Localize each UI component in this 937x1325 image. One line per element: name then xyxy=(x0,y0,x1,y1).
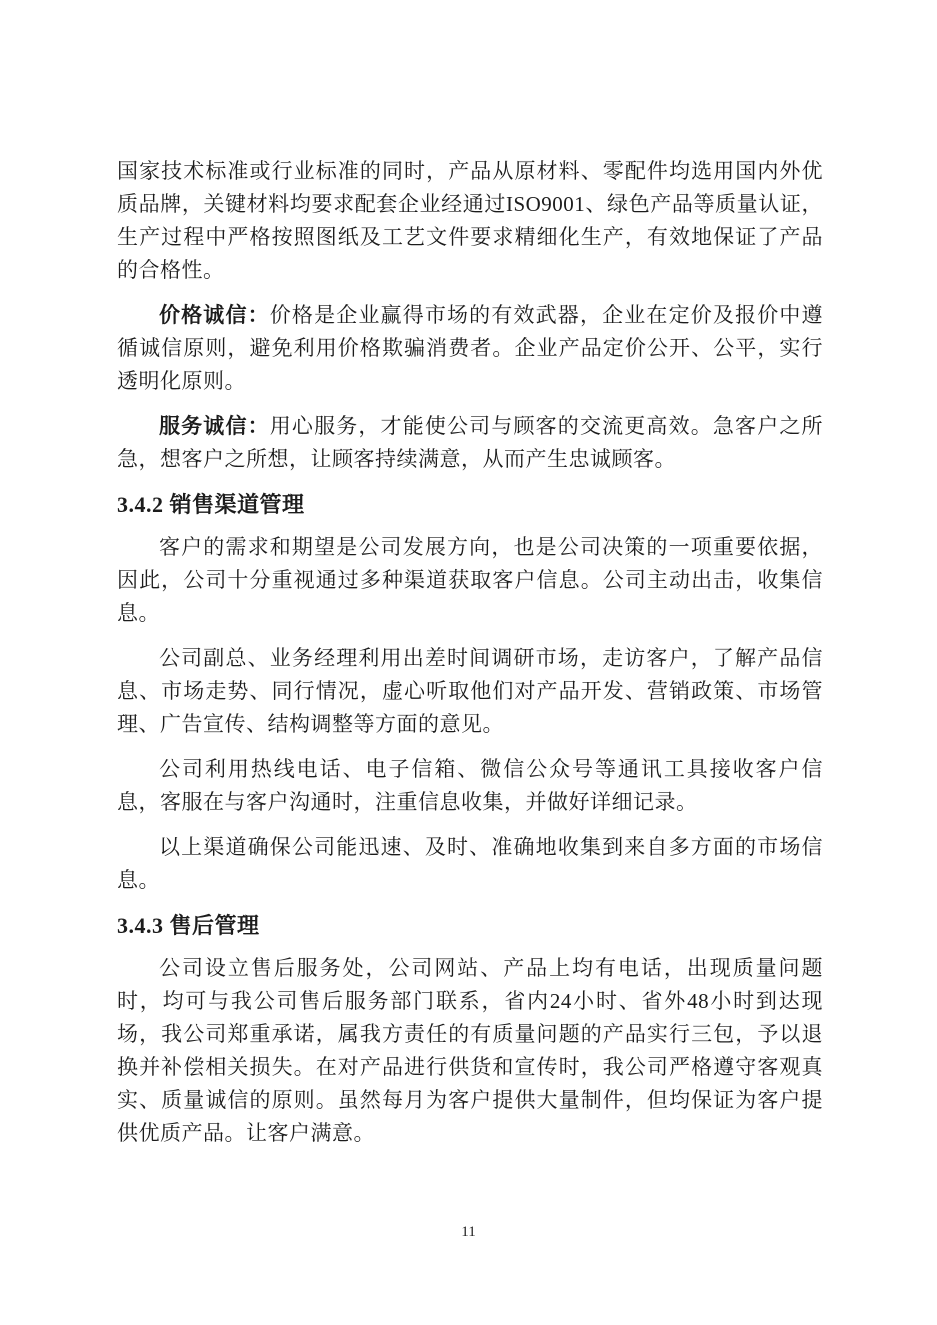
paragraph xyxy=(117,155,823,287)
page-number: 11 xyxy=(461,1224,476,1240)
paragraph-text: 国家技术标准或行业标准的同时，产品从原材料、零配件均选用国内外优质品牌，关键材料均要求配套企业经通过ISO9001、绿色产品等质量认证，生产过程中严格按照图纸及工艺文件要求精细化生产，有效地保证了产品的合格性。 xyxy=(117,159,823,282)
paragraph-text: 用心服务，才能使公司与顾客的交流更高效。急客户之所急，想客户之所想，让顾客持续满意，从而产生忠诚顾客。 xyxy=(117,414,824,471)
paragraph xyxy=(117,642,823,741)
paragraph-text: 公司利用热线电话、电子信箱、微信公众号等通讯工具接收客户信息，客服在与客户沟通时，注重信息收集，并做好详细记录。 xyxy=(117,757,823,814)
paragraph-text: 公司副总、业务经理利用出差时间调研市场，走访客户，了解产品信息、市场走势、同行情况，虚心听取他们对产品开发、营销政策、市场管理、广告宣传、结构调整等方面的意见。 xyxy=(117,646,823,736)
paragraph xyxy=(117,952,823,1150)
paragraph xyxy=(117,753,823,819)
paragraph xyxy=(117,531,823,630)
page-body-text xyxy=(117,155,823,1162)
paragraph-label-service-integrity: 服务诚信： xyxy=(159,414,270,438)
paragraph xyxy=(117,410,823,476)
section-heading-after-sales-management: 3.4.3 售后管理 xyxy=(117,913,260,938)
paragraph-text: 客户的需求和期望是公司发展方向，也是公司决策的一项重要依据，因此，公司十分重视通过多种渠道获取客户信息。公司主动出击，收集信息。 xyxy=(117,535,823,625)
section-heading-sales-channel-management: 3.4.2 销售渠道管理 xyxy=(117,492,305,517)
paragraph xyxy=(117,299,823,398)
paragraph-label-price-integrity: 价格诚信： xyxy=(159,303,270,327)
paragraph-text: 以上渠道确保公司能迅速、及时、准确地收集到来自多方面的市场信息。 xyxy=(117,835,823,892)
paragraph-text: 价格是企业赢得市场的有效武器，企业在定价及报价中遵循诚信原则，避免利用价格欺骗消费者。企业产品定价公开、公平，实行透明化原则。 xyxy=(117,303,824,393)
paragraph xyxy=(117,831,823,897)
paragraph-text: 公司设立售后服务处，公司网站、产品上均有电话，出现质量问题时，均可与我公司售后服务部门联系，省内24小时、省外48小时到达现场，我公司郑重承诺，属我方责任的有质量问题的产品实行三包，予以退换并补偿相关损失。在对产品进行供货和宣传时，我公司严格遵守客观真实、质量诚信的原则。虽然每月为客户提供大量制件，但均保证为客户提供优质产品。让客户满意。 xyxy=(117,956,823,1145)
